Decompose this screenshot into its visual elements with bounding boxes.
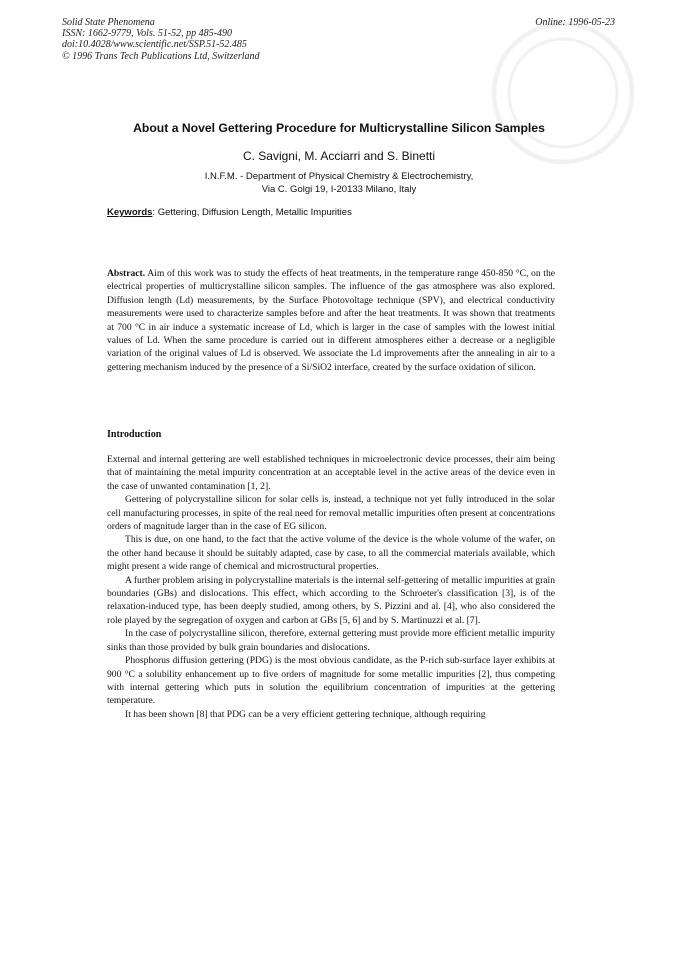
copyright-line: © 1996 Trans Tech Publications Ltd, Switzerland [62, 50, 260, 62]
paragraph: It has been shown [8] that PDG can be a very efficient gettering technique, although requiring [125, 708, 486, 720]
keywords-label: Keywords [107, 207, 153, 218]
doi-link[interactable]: doi:10.4028/www.scientific.net/SSP.51-52.485 [62, 39, 247, 51]
section-heading-introduction: Introduction [107, 429, 162, 440]
issn-line: ISSN: 1662-9779, Vols. 51-52, pp 485-490 [62, 28, 232, 40]
affiliation [0, 170, 678, 196]
introduction-body [107, 453, 555, 721]
paper-title: About a Novel Gettering Procedure for Multicrystalline Silicon Samples [133, 121, 545, 135]
paragraph: External and internal gettering are well established techniques in microelectronic device processes, their aim being that of maintaining the metal impurity concentration at an acceptable level in the active areas of the device even in the case of unwanted contamination [1, 2]. [107, 454, 555, 492]
abstract [107, 267, 555, 374]
keywords-text: Gettering, Diffusion Length, Metallic Impurities [157, 207, 352, 218]
journal-header [62, 17, 260, 62]
online-date: Online: 1996-05-23 [535, 17, 615, 28]
paragraph: A further problem arising in polycrystalline materials is the internal self-gettering of metallic impurities at grain boundaries (GBs) and dislocations. This effect, which according to the Schroeter's classification [3], is of the relaxation-induced type, has been deeply studied, among others, by S. Pizzini and al. [4], who also considered the role played by the segregation of oxygen and carbon at GBs [5, 6] and by S. Martinuzzi et al. [7]. [107, 574, 555, 626]
affiliation-line-1: I.N.F.M. - Department of Physical Chemistry & Electrochemistry, [204, 171, 474, 182]
journal-name: Solid State Phenomena [62, 17, 155, 28]
paper-authors: C. Savigni, M. Acciarri and S. Binetti [242, 149, 436, 163]
affiliation-line-2: Via C. Golgi 19, I-20133 Milano, Italy [261, 184, 417, 195]
abstract-text: Aim of this work was to study the effects of heat treatments, in the temperature range 450-850 °C, on the electrical properties of multicrystalline silicon samples. The influence of the gas atmosphere was also explored. Diffusion length (Ld) measurements, by the Surface Photovoltage technique (SPV), and electrical conductivity measurements were used to characterize samples before and after the heat treatments. It was shown that treatments at 700 °C in air induce a systematic increase of Ld, which is larger in the case of samples with the lowest initial values of Ld. When the same procedure is carried out in different atmospheres either a decrease or a negligible variation of the original values of Ld is observed. We associate the Ld improvements after the annealing in air to a gettering mechanism induced by the presence of a Si/SiO2 interface, created by the surface oxidation of silicon. [107, 268, 555, 373]
keywords: Keywords: Gettering, Diffusion Length, Metallic Impurities [107, 207, 352, 218]
paragraph: This is due, on one hand, to the fact that the active volume of the device is the whole volume of the wafer, on the other hand because it should be suitably adapted, case by case, to all the commercial materials available, which might present a wide range of chemical and microstructural properties. [107, 534, 555, 573]
abstract-label: Abstract. [107, 268, 146, 279]
paragraph: In the case of polycrystalline silicon, therefore, external gettering must provide more efficient metallic impurity sinks than those provided by bulk grain boundaries and dislocations. [107, 628, 555, 653]
watermark-logo [488, 18, 638, 168]
paragraph: Gettering of polycrystalline silicon for solar cells is, instead, a technique not yet fully introduced in the solar cell manufacturing processes, in spite of the real need for removal metallic impurities often present at concentrations orders of magnitude larger than in the case of EG silicon. [107, 494, 555, 533]
paragraph: Phosphorus diffusion gettering (PDG) is the most obvious candidate, as the P-rich sub-surface layer exhibits at 900 °C a solubility enhancement up to five orders of magnitude for some metallic impurities [2], thus competing with internal gettering which puts in solution the equilibrium concentration of impurities at the gettering temperature. [107, 655, 555, 707]
